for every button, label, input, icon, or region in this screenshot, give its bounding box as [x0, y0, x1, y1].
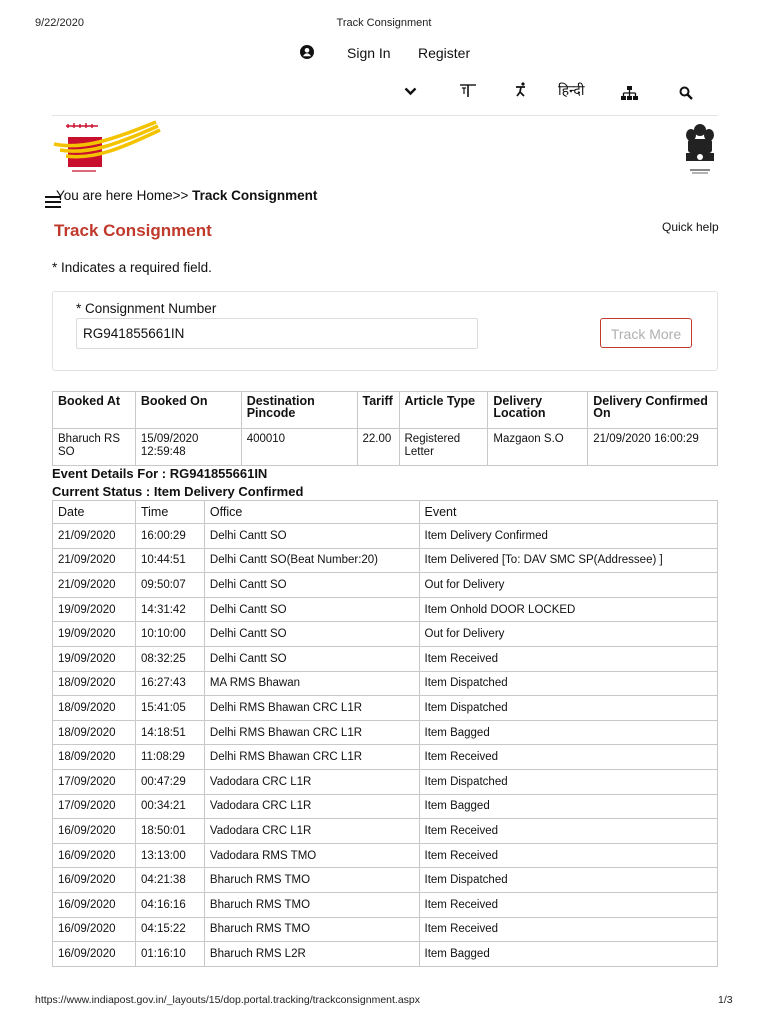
event-row [53, 696, 718, 721]
event-row [53, 597, 718, 622]
event-date-cell: 21/09/2020 [53, 524, 136, 549]
event-description-cell: Item Received [419, 892, 717, 917]
event-row [53, 573, 718, 598]
event-description-cell: Item Dispatched [419, 868, 717, 893]
event-description-cell: Item Delivered [To: DAV SMC SP(Addressee) ] [419, 548, 717, 573]
search-icon[interactable] [679, 86, 693, 100]
event-time-cell: 04:15:22 [135, 917, 204, 942]
event-date-cell: 16/09/2020 [53, 819, 136, 844]
page-title: Track Consignment [54, 221, 212, 240]
event-office-cell: Delhi Cantt SO(Beat Number:20) [204, 548, 419, 573]
event-office-cell: Vadodara CRC L1R [204, 794, 419, 819]
event-row [53, 794, 718, 819]
user-icon[interactable] [300, 45, 314, 59]
event-date-cell: 17/09/2020 [53, 769, 136, 794]
breadcrumb-current: Track Consignment [192, 188, 318, 203]
event-row [53, 819, 718, 844]
event-header-cell: Event [419, 501, 717, 524]
event-time-cell: 00:34:21 [135, 794, 204, 819]
breadcrumb-prefix[interactable]: You are here Home>> [56, 188, 193, 203]
event-date-cell: 21/09/2020 [53, 548, 136, 573]
header-divider [52, 115, 718, 116]
event-description-cell: Out for Delivery [419, 573, 717, 598]
required-note: * Indicates a required field. [52, 260, 212, 275]
event-description-cell: Item Received [419, 819, 717, 844]
event-date-cell: 16/09/2020 [53, 942, 136, 967]
event-row [53, 745, 718, 770]
consignment-label: * Consignment Number [76, 301, 217, 316]
event-date-cell: 16/09/2020 [53, 868, 136, 893]
summary-cell: 22.00 [357, 429, 399, 466]
event-time-cell: 00:47:29 [135, 769, 204, 794]
event-office-cell: Delhi RMS Bhawan CRC L1R [204, 720, 419, 745]
event-row [53, 548, 718, 573]
event-office-cell: Vadodara CRC L1R [204, 819, 419, 844]
hindi-link[interactable]: हिन्दी [558, 82, 585, 98]
accessibility-icon[interactable] [514, 82, 528, 98]
text-size-icon[interactable] [459, 83, 477, 99]
event-office-cell: Delhi Cantt SO [204, 597, 419, 622]
event-office-cell: Vadodara CRC L1R [204, 769, 419, 794]
event-time-cell: 18:50:01 [135, 819, 204, 844]
event-description-cell: Item Bagged [419, 720, 717, 745]
event-date-cell: 16/09/2020 [53, 892, 136, 917]
event-row [53, 892, 718, 917]
summary-header-cell: Destination Pincode [241, 392, 357, 429]
event-office-cell: Bharuch RMS TMO [204, 917, 419, 942]
event-row [53, 917, 718, 942]
event-description-cell: Item Dispatched [419, 769, 717, 794]
summary-header-cell: Article Type [399, 392, 488, 429]
event-row [53, 671, 718, 696]
current-status: Current Status : Item Delivery Confirmed [52, 484, 304, 499]
sitemap-icon[interactable] [621, 86, 638, 100]
event-time-cell: 13:13:00 [135, 843, 204, 868]
summary-header-cell: Booked On [135, 392, 241, 429]
event-header-row [53, 501, 718, 524]
event-description-cell: Item Received [419, 843, 717, 868]
quick-help-link[interactable]: Quick help [662, 220, 719, 234]
sign-in-link[interactable]: Sign In [347, 45, 391, 61]
event-date-cell: 18/09/2020 [53, 745, 136, 770]
event-time-cell: 09:50:07 [135, 573, 204, 598]
print-date: 9/22/2020 [35, 17, 84, 29]
event-header-cell: Time [135, 501, 204, 524]
event-date-cell: 18/09/2020 [53, 671, 136, 696]
summary-cell: 21/09/2020 16:00:29 [588, 429, 718, 466]
chevron-down-icon[interactable] [403, 86, 417, 96]
event-description-cell: Item Received [419, 745, 717, 770]
register-link[interactable]: Register [418, 45, 471, 61]
event-date-cell: 18/09/2020 [53, 696, 136, 721]
event-office-cell: Bharuch RMS TMO [204, 868, 419, 893]
event-time-cell: 16:27:43 [135, 671, 204, 696]
event-description-cell: Item Delivery Confirmed [419, 524, 717, 549]
print-url: https://www.indiapost.gov.in/_layouts/15/dop.portal.tracking/trackconsignment.aspx [35, 994, 421, 1006]
event-date-cell: 18/09/2020 [53, 720, 136, 745]
event-office-cell: Delhi Cantt SO [204, 646, 419, 671]
event-time-cell: 04:16:16 [135, 892, 204, 917]
national-emblem [682, 122, 718, 176]
booking-summary-table [52, 391, 718, 466]
event-office-cell: Delhi RMS Bhawan CRC L1R [204, 745, 419, 770]
event-time-cell: 10:10:00 [135, 622, 204, 647]
summary-header-cell: Booked At [53, 392, 136, 429]
event-row [53, 646, 718, 671]
event-office-cell: Delhi Cantt SO [204, 622, 419, 647]
event-time-cell: 10:44:51 [135, 548, 204, 573]
event-office-cell: MA RMS Bhawan [204, 671, 419, 696]
event-date-cell: 16/09/2020 [53, 917, 136, 942]
consignment-number-input[interactable]: RG941855661IN [76, 318, 478, 349]
summary-header-cell: Tariff [357, 392, 399, 429]
summary-header-cell: Delivery Confirmed On [588, 392, 718, 429]
event-row [53, 868, 718, 893]
event-description-cell: Out for Delivery [419, 622, 717, 647]
event-date-cell: 21/09/2020 [53, 573, 136, 598]
summary-cell: 400010 [241, 429, 357, 466]
event-header-cell: Date [53, 501, 136, 524]
event-description-cell: Item Received [419, 917, 717, 942]
breadcrumb [56, 188, 317, 203]
event-details-title: Event Details For : RG941855661IN [52, 466, 268, 481]
event-time-cell: 14:18:51 [135, 720, 204, 745]
event-time-cell: 11:08:29 [135, 745, 204, 770]
event-time-cell: 15:41:05 [135, 696, 204, 721]
event-date-cell: 19/09/2020 [53, 597, 136, 622]
event-office-cell: Bharuch RMS L2R [204, 942, 419, 967]
summary-cell: 15/09/2020 12:59:48 [135, 429, 241, 466]
track-more-button[interactable]: Track More [600, 318, 692, 348]
event-description-cell: Item Onhold DOOR LOCKED [419, 597, 717, 622]
event-description-cell: Item Bagged [419, 794, 717, 819]
event-date-cell: 19/09/2020 [53, 646, 136, 671]
event-time-cell: 14:31:42 [135, 597, 204, 622]
summary-cell: Registered Letter [399, 429, 488, 466]
event-description-cell: Item Dispatched [419, 671, 717, 696]
event-row [53, 942, 718, 967]
event-office-cell: Vadodara RMS TMO [204, 843, 419, 868]
event-date-cell: 17/09/2020 [53, 794, 136, 819]
event-row [53, 622, 718, 647]
event-time-cell: 16:00:29 [135, 524, 204, 549]
summary-cell: Bharuch RS SO [53, 429, 136, 466]
summary-header-cell: Delivery Location [488, 392, 588, 429]
print-title: Track Consignment [336, 17, 432, 29]
print-page-number: 1/3 [718, 994, 733, 1006]
india-post-logo[interactable] [52, 120, 162, 178]
event-time-cell: 01:16:10 [135, 942, 204, 967]
event-office-cell: Delhi Cantt SO [204, 524, 419, 549]
event-row [53, 524, 718, 549]
event-date-cell: 16/09/2020 [53, 843, 136, 868]
event-row [53, 720, 718, 745]
event-date-cell: 19/09/2020 [53, 622, 136, 647]
event-time-cell: 08:32:25 [135, 646, 204, 671]
event-office-cell: Delhi Cantt SO [204, 573, 419, 598]
summary-header-row [53, 392, 718, 429]
event-time-cell: 04:21:38 [135, 868, 204, 893]
summary-row [53, 429, 718, 466]
event-office-cell: Bharuch RMS TMO [204, 892, 419, 917]
event-description-cell: Item Bagged [419, 942, 717, 967]
event-details-table [52, 500, 718, 967]
event-description-cell: Item Received [419, 646, 717, 671]
event-row [53, 769, 718, 794]
summary-cell: Mazgaon S.O [488, 429, 588, 466]
event-header-cell: Office [204, 501, 419, 524]
event-row [53, 843, 718, 868]
event-description-cell: Item Dispatched [419, 696, 717, 721]
event-office-cell: Delhi RMS Bhawan CRC L1R [204, 696, 419, 721]
